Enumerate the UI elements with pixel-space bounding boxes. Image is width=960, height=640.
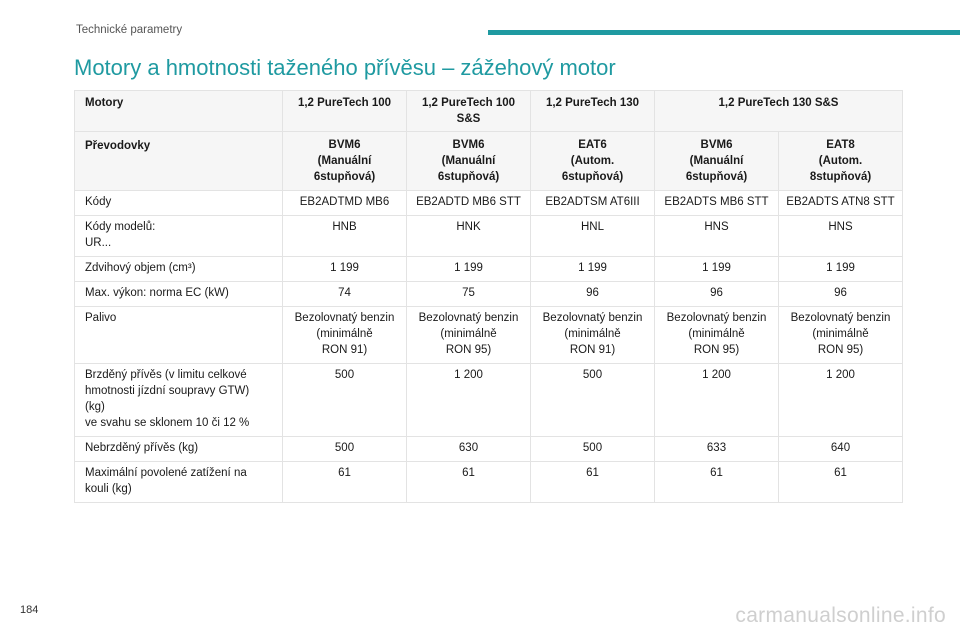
page-number: 184	[20, 604, 39, 616]
table-cell: 640	[779, 437, 903, 462]
table-cell: Bezolovnatý benzin (minimálně RON 95)	[407, 307, 531, 364]
row-label: Kódy modelů: UR...	[75, 216, 283, 257]
table-cell: BVM6 (Manuální 6stupňová)	[407, 132, 531, 191]
table-row-gearbox	[75, 132, 903, 191]
table-cell: Bezolovnatý benzin (minimálně RON 91)	[531, 307, 655, 364]
table-cell: 61	[779, 462, 903, 503]
row-label: Brzděný přívěs (v limitu celkové hmotnosti jízdní soupravy GTW) (kg) ve svahu se sklonem 10 či 12 %	[75, 364, 283, 437]
table-cell: HNK	[407, 216, 531, 257]
specs-table	[74, 90, 903, 503]
table-row-model-codes	[75, 216, 903, 257]
table-cell: 1 200	[407, 364, 531, 437]
section-label: Technické parametry	[76, 24, 183, 36]
table-cell: EB2ADTS ATN8 STT	[779, 191, 903, 216]
table-cell: EB2ADTMD MB6	[283, 191, 407, 216]
table-cell: 1 199	[407, 257, 531, 282]
engine-header: 1,2 PureTech 130 S&S	[655, 91, 903, 132]
table-cell: 630	[407, 437, 531, 462]
table-cell: 500	[531, 437, 655, 462]
table-cell: 61	[407, 462, 531, 503]
table-cell: 1 200	[655, 364, 779, 437]
engine-header: 1,2 PureTech 100	[283, 91, 407, 132]
table-cell: BVM6 (Manuální 6stupňová)	[655, 132, 779, 191]
table-cell: 1 199	[779, 257, 903, 282]
table-row-nose-weight	[75, 462, 903, 503]
row-label: Motory	[75, 91, 283, 132]
table-cell: Bezolovnatý benzin (minimálně RON 95)	[655, 307, 779, 364]
table-cell: Bezolovnatý benzin (minimálně RON 95)	[779, 307, 903, 364]
table-row-power	[75, 282, 903, 307]
table-cell: 1 199	[531, 257, 655, 282]
table-cell: BVM6 (Manuální 6stupňová)	[283, 132, 407, 191]
table-cell: HNS	[779, 216, 903, 257]
table-cell: 500	[283, 364, 407, 437]
table-cell: HNS	[655, 216, 779, 257]
table-cell: 500	[531, 364, 655, 437]
table-cell: 61	[655, 462, 779, 503]
table-cell: EAT8 (Autom. 8stupňová)	[779, 132, 903, 191]
table-cell: HNB	[283, 216, 407, 257]
table-row-fuel	[75, 307, 903, 364]
table-cell: 633	[655, 437, 779, 462]
row-label: Zdvihový objem (cm³)	[75, 257, 283, 282]
table-row-displacement	[75, 257, 903, 282]
table-cell: 61	[531, 462, 655, 503]
engine-header: 1,2 PureTech 100 S&S	[407, 91, 531, 132]
table-cell: Bezolovnatý benzin (minimálně RON 91)	[283, 307, 407, 364]
table-cell: 96	[779, 282, 903, 307]
row-label: Maximální povolené zatížení na kouli (kg)	[75, 462, 283, 503]
table-cell: 74	[283, 282, 407, 307]
table-cell: HNL	[531, 216, 655, 257]
page-title: Motory a hmotnosti taženého přívěsu – zážehový motor	[74, 55, 616, 80]
table-row-braked-trailer	[75, 364, 903, 437]
table-cell: EAT6 (Autom. 6stupňová)	[531, 132, 655, 191]
row-label: Převodovky	[75, 132, 283, 191]
row-label: Max. výkon: norma EC (kW)	[75, 282, 283, 307]
table-row-unbraked-trailer	[75, 437, 903, 462]
table-cell: 96	[531, 282, 655, 307]
table-cell: 1 200	[779, 364, 903, 437]
table-cell: 61	[283, 462, 407, 503]
table-cell: 1 199	[655, 257, 779, 282]
accent-bar	[488, 30, 960, 35]
table-cell: 1 199	[283, 257, 407, 282]
table-cell: 500	[283, 437, 407, 462]
row-label: Nebrzděný přívěs (kg)	[75, 437, 283, 462]
table-cell: 75	[407, 282, 531, 307]
table-cell: 96	[655, 282, 779, 307]
table-header-row	[75, 91, 903, 132]
watermark: carmanualsonline.info	[735, 604, 946, 627]
row-label: Kódy	[75, 191, 283, 216]
row-label: Palivo	[75, 307, 283, 364]
table-row-codes	[75, 191, 903, 216]
table-cell: EB2ADTS MB6 STT	[655, 191, 779, 216]
table-cell: EB2ADTD MB6 STT	[407, 191, 531, 216]
table-cell: EB2ADTSM AT6III	[531, 191, 655, 216]
engine-header: 1,2 PureTech 130	[531, 91, 655, 132]
